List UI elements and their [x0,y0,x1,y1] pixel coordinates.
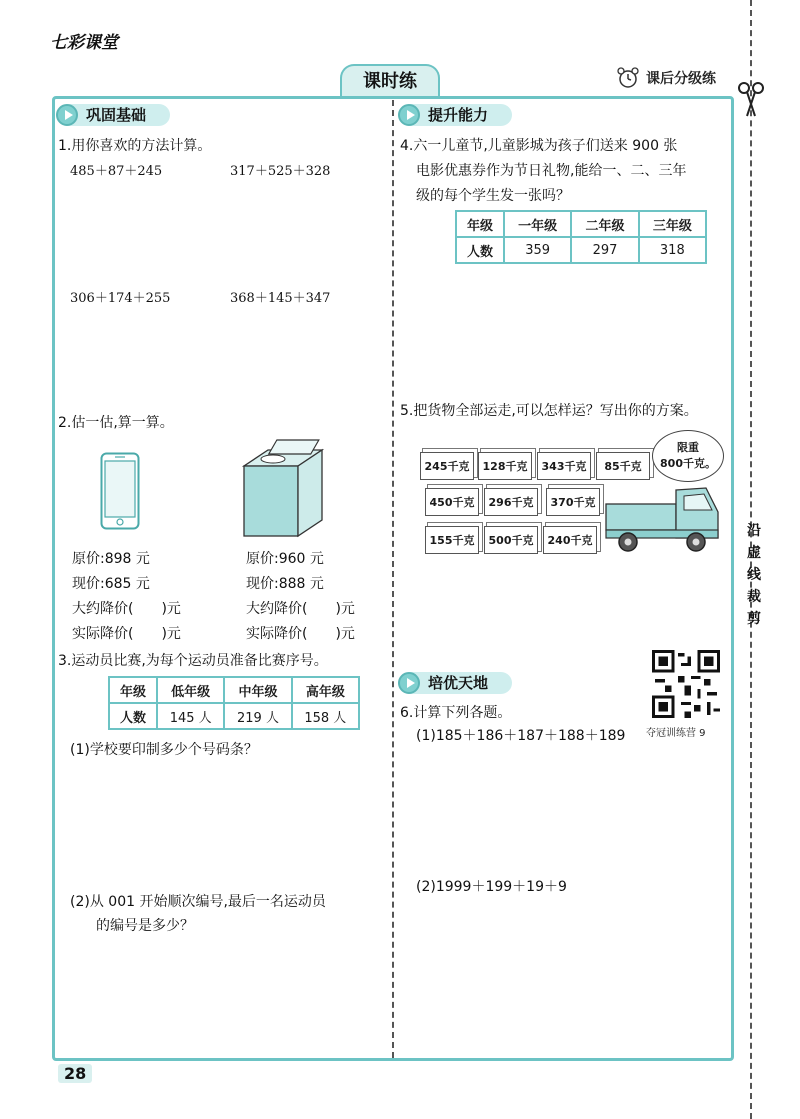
q6-prompt: 6.计算下列各题。 [400,705,512,721]
q5-prompt: 5.把货物全部运走,可以怎样运？写出你的方案。 [400,403,698,419]
table-cell: 318 [639,237,706,263]
q4-line3: 级的每个学生发一张吗？ [416,188,570,204]
table-cell: 人数 [109,703,157,729]
q4-line2: 电影优惠券作为节日礼物,能给一、二、三年 [416,163,687,179]
q1-expr-3: 306＋174＋255 [70,291,171,306]
table-cell: 145 人 [157,703,224,729]
table-cell: 中年级 [224,677,291,703]
q3-table [108,676,360,730]
section-excel-label: 培优天地 [410,672,512,694]
table-cell: 三年级 [639,211,706,237]
q3-sub2-line1: (2)从 001 开始顺次编号,最后一名运动员 [70,894,326,910]
washer-orig-price: 原价:960 元 [246,551,324,567]
cargo-box: 450千克 [425,488,479,516]
section-excel-header [398,671,512,695]
table-cell: 219 人 [224,703,291,729]
phone-now-price: 现价:685 元 [72,576,150,592]
cargo-box: 245千克 [420,452,474,480]
q3-sub2-line2: 的编号是多少？ [96,918,194,934]
play-icon [56,104,78,126]
cut-char: 沿 [747,523,761,539]
table-cell: 高年级 [292,677,359,703]
bubble-line: 800千克。 [660,457,716,470]
alarm-clock-icon [616,66,640,90]
table-cell: 一年级 [504,211,571,237]
q1-expr-1: 485＋87＋245 [70,164,163,179]
section-basic-label: 巩固基础 [68,104,170,126]
table-cell: 158 人 [292,703,359,729]
cargo-box: 500千克 [484,526,538,554]
cargo-box: 85千克 [596,452,650,480]
cut-instruction [744,520,764,630]
cargo-box: 343千克 [537,452,591,480]
truck-icon [604,482,724,554]
smartphone-icon [100,452,140,530]
table-cell: 低年级 [157,677,224,703]
q6-sub2: (2)1999＋199＋19＋9 [416,879,567,895]
page-number: 28 [58,1064,92,1083]
qr-caption: 夺冠训练营 9 [646,728,706,739]
q6-sub1: (1)185＋186＋187＋188＋189 [416,728,626,744]
section-improve-label: 提升能力 [410,104,512,126]
section-improve-header [398,103,512,127]
table-cell: 年级 [109,677,157,703]
cargo-box: 128千克 [478,452,532,480]
weight-limit-bubble [652,430,724,482]
q3-prompt: 3.运动员比赛,为每个运动员准备比赛序号。 [58,653,328,669]
section-basic-header [56,103,170,127]
cargo-box: 155千克 [425,526,479,554]
cargo-box: 370千克 [546,488,600,516]
table-cell: 二年级 [571,211,638,237]
q4-line1: 4.六一儿童节,儿童影城为孩子们送来 900 张 [400,138,678,154]
table-cell: 297 [571,237,638,263]
q1-expr-4: 368＋145＋347 [230,291,331,306]
washer-actual-drop: 实际降价( )元 [246,626,355,642]
washer-approx-drop: 大约降价( )元 [246,601,355,617]
table-row [456,211,706,237]
q1-expr-2: 317＋525＋328 [230,164,331,179]
cargo-box: 296千克 [484,488,538,516]
q3-sub1: (1)学校要印制多少个号码条？ [70,742,258,758]
table-row [109,703,359,729]
play-icon [398,672,420,694]
scissors-icon [736,80,766,120]
q4-table [455,210,707,264]
table-cell: 359 [504,237,571,263]
washer-now-price: 现价:888 元 [246,576,324,592]
column-divider [392,100,394,1058]
table-row [456,237,706,263]
q2-prompt: 2.估一估,算一算。 [58,415,174,431]
cut-char: 裁 [747,589,761,605]
table-row [109,677,359,703]
washing-machine-icon [240,438,326,540]
q1-prompt: 1.用你喜欢的方法计算。 [58,138,212,154]
table-cell: 年级 [456,211,504,237]
cut-char: 线 [747,567,761,583]
cargo-box: 240千克 [543,526,597,554]
bubble-line: 限重 [677,441,699,454]
cut-char: 剪 [747,611,761,627]
phone-orig-price: 原价:898 元 [72,551,150,567]
page-title: 课时练 [340,64,440,98]
table-cell: 人数 [456,237,504,263]
brand-logo: 七彩课堂 [50,33,118,53]
cut-char: 虚 [747,545,761,561]
phone-approx-drop: 大约降价( )元 [72,601,181,617]
qr-code-icon [652,650,720,718]
level-label: 课后分级练 [646,71,716,87]
play-icon [398,104,420,126]
phone-actual-drop: 实际降价( )元 [72,626,181,642]
